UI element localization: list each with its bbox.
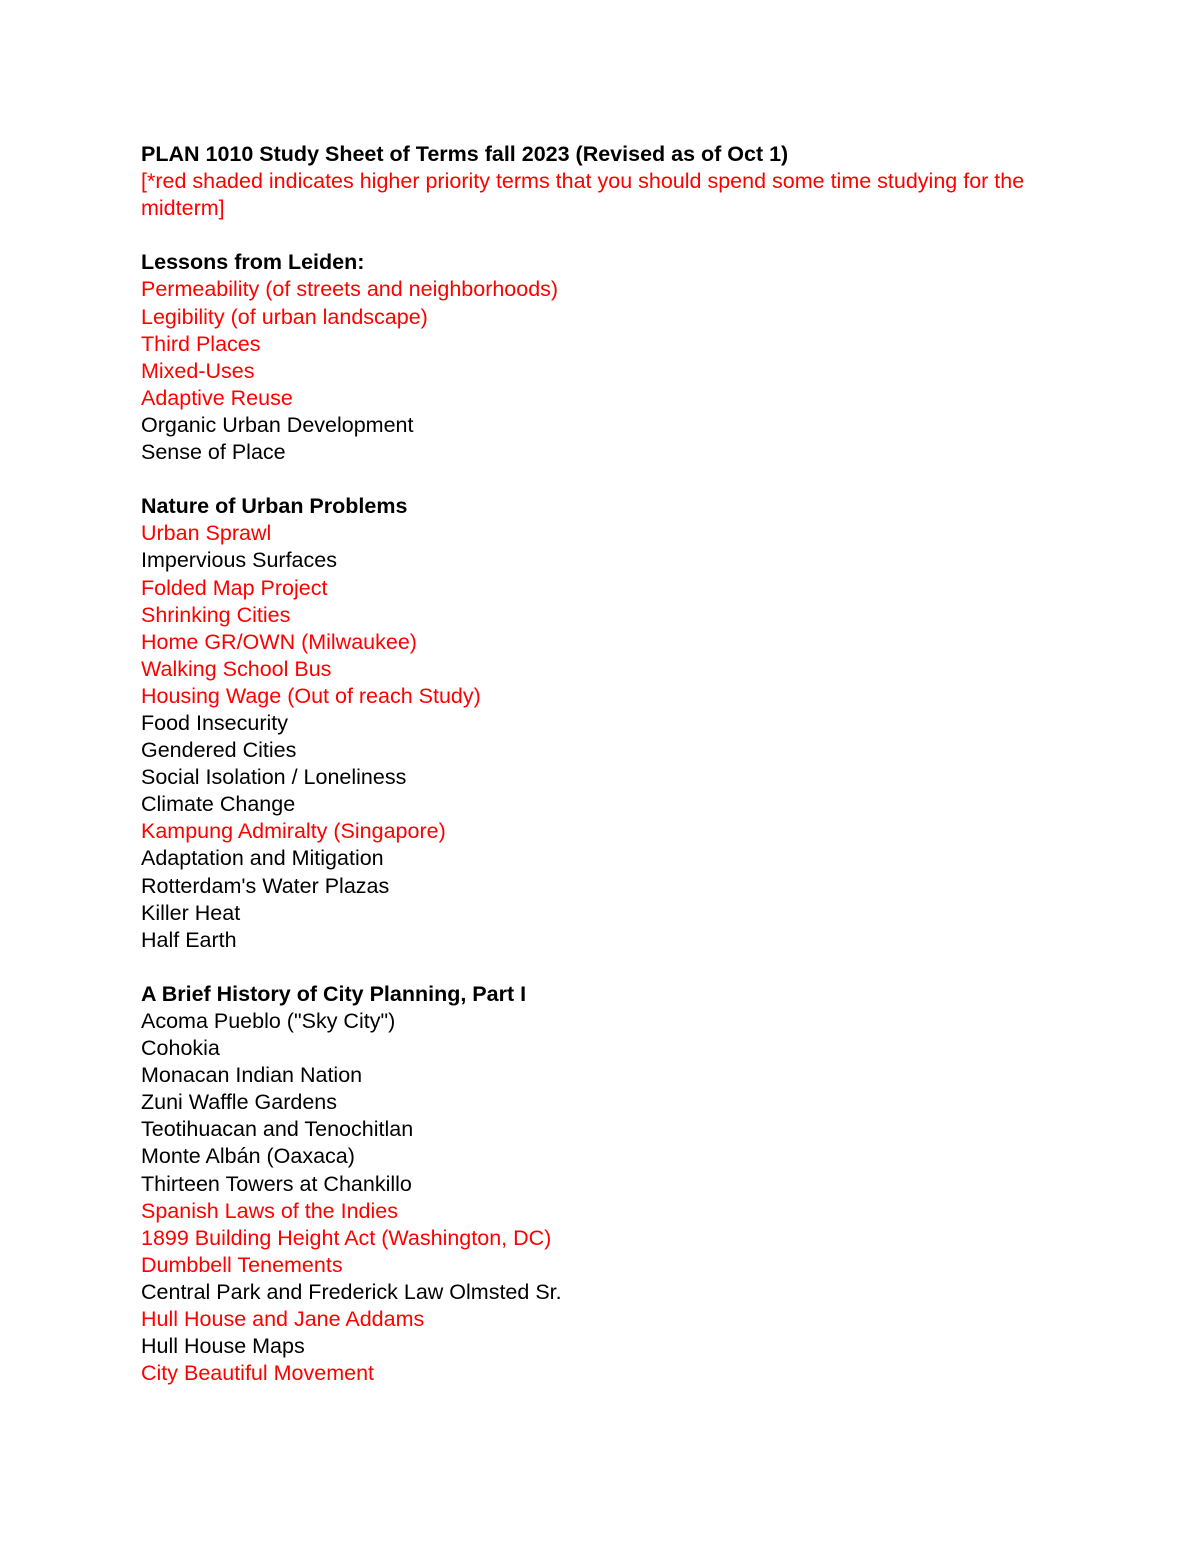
priority-term: Folded Map Project [141,575,328,600]
section [141,493,1061,954]
term: Half Earth [141,927,237,952]
term: Acoma Pueblo ("Sky City") [141,1009,396,1033]
section-heading: Nature of Urban Problems [141,494,408,519]
spacer [141,954,1061,981]
term: Teotihuacan and Tenochitlan [141,1117,414,1142]
priority-term: Housing Wage (Out of reach Study) [141,683,481,708]
sections-container [141,249,1061,1387]
spacer [141,222,1061,249]
term: Monacan Indian Nation [141,1063,363,1088]
term: Sense of Place [141,440,286,465]
priority-term: Kampung Admiralty (Singapore) [141,819,446,844]
term: Killer Heat [141,900,241,925]
priority-term: Adaptive Reuse [141,385,293,410]
priority-term: Hull House and Jane Addams [141,1307,425,1332]
term: Rotterdam's Water Plazas [141,873,390,898]
priority-term: Urban Sprawl [141,521,272,546]
section-heading: A Brief History of City Planning, Part I [141,981,527,1006]
term: Thirteen Towers at Chankillo [141,1171,412,1196]
term: Cohokia [141,1036,220,1061]
document-title: PLAN 1010 Study Sheet of Terms fall 2023 (Revised as of Oct 1) [141,142,789,166]
term: Gendered Cities [141,738,297,763]
priority-term: Spanish Laws of the Indies [141,1198,398,1223]
term: Impervious Surfaces [141,548,337,573]
spacer [141,466,1061,493]
document-page [141,141,1061,1387]
term: Food Insecurity [141,710,288,735]
priority-note: [*red shaded indicates higher priority terms that you should spend some time studying for the midterm] [141,169,1025,221]
priority-term: Walking School Bus [141,656,332,681]
term: Climate Change [141,792,296,817]
priority-term: Home GR/OWN (Milwaukee) [141,629,417,654]
term: Organic Urban Development [141,412,414,437]
priority-term: 1899 Building Height Act (Washington, DC) [141,1225,552,1250]
priority-term: Permeability (of streets and neighborhoods) [141,277,559,302]
term: Social Isolation / Loneliness [141,765,407,790]
term: Hull House Maps [141,1334,305,1359]
term: Central Park and Frederick Law Olmsted Sr. [141,1279,562,1304]
term: Zuni Waffle Gardens [141,1090,337,1115]
priority-term: City Beautiful Movement [141,1361,375,1386]
term: Adaptation and Mitigation [141,846,384,871]
priority-term: Mixed-Uses [141,358,255,383]
priority-term: Dumbbell Tenements [141,1252,343,1277]
section-heading: Lessons from Leiden: [141,250,365,275]
priority-term: Legibility (of urban landscape) [141,304,428,329]
term: Monte Albán (Oaxaca) [141,1144,355,1169]
section [141,981,1061,1387]
priority-term: Third Places [141,331,261,356]
section [141,249,1061,466]
priority-term: Shrinking Cities [141,602,291,627]
